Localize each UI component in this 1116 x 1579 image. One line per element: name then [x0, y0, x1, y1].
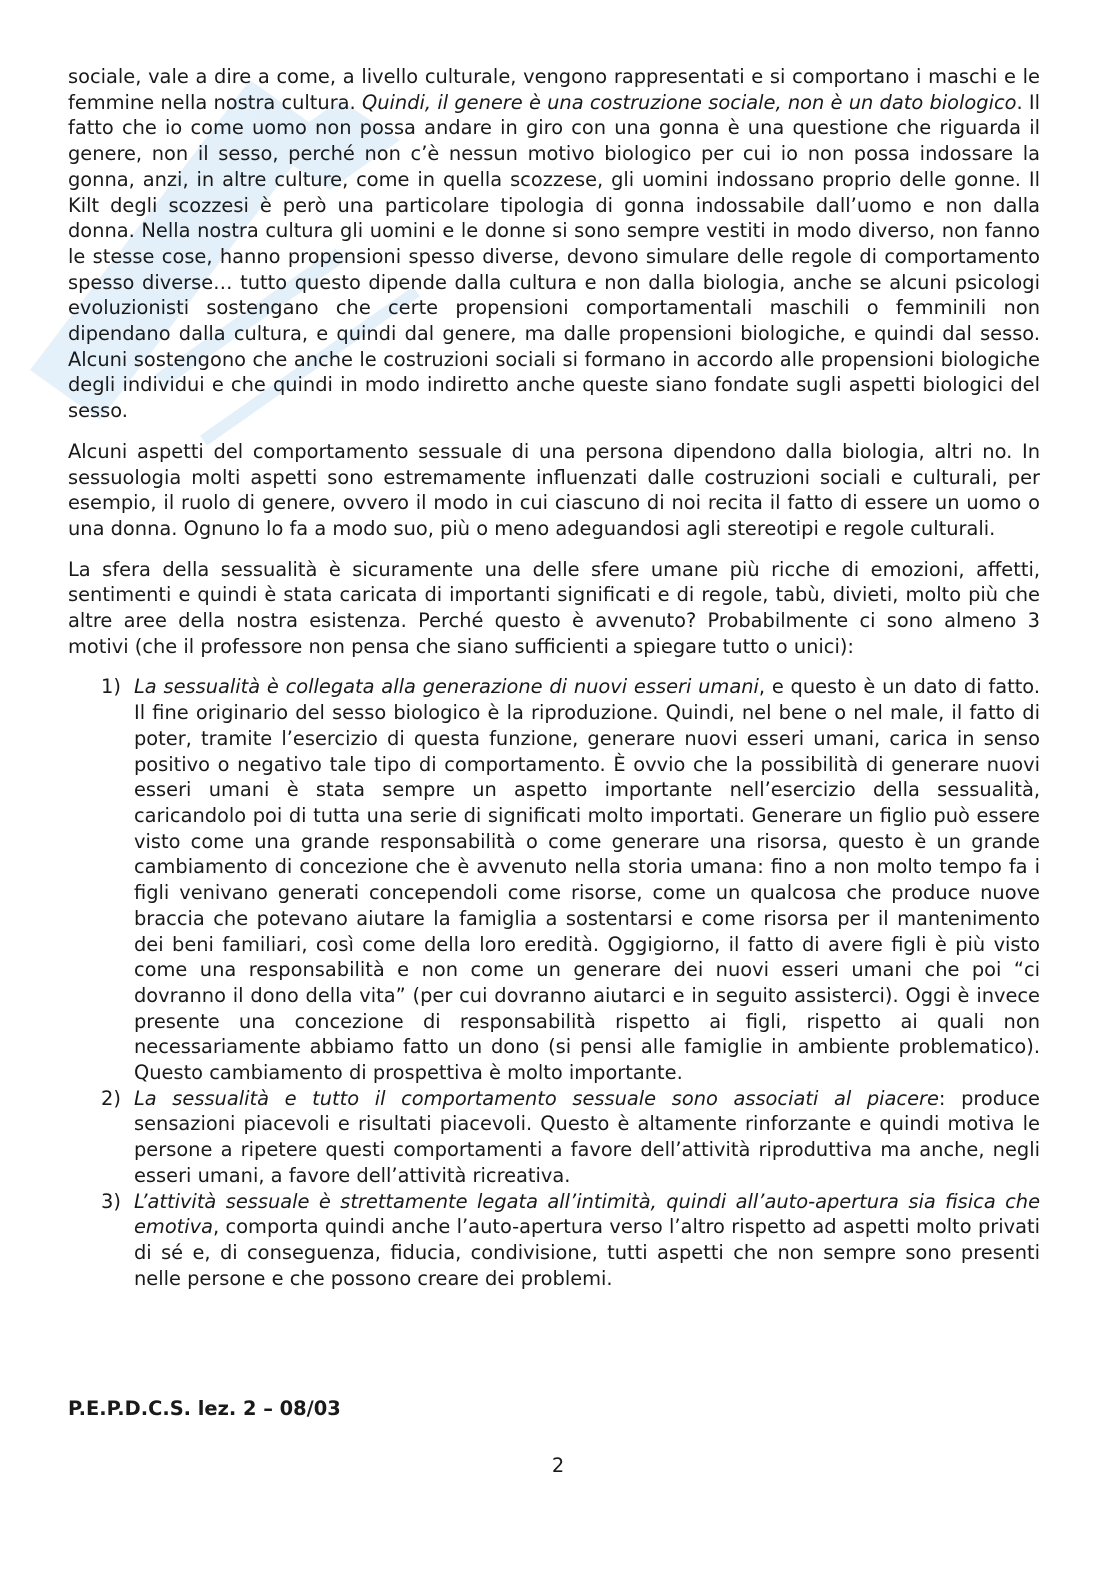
paragraph-gender-sex [68, 64, 1040, 424]
list-item-number: 2) [101, 1086, 121, 1110]
list-item [68, 674, 1040, 1085]
paragraph-text: . Il fatto che io come uomo non possa andare in giro con una gonna è una questione che riguarda il genere, non il sesso, perché non c’è nessun motivo biologico per cui io non possa indossare la gonna, anzi, in altre culture, come in quella scozzese, gli uomini indossano proprio delle gonne. Il Kilt degli scozzesi è però una particolare tipologia di gonna indossabile dall’uomo e non dalla donna. Nella nostra cultura gli uomini e le donne si sono sempre vestiti in modo diverso, non fanno le stesse cose, hanno propensioni spesso diverse, devono simulare delle regole di comportamento spesso diverse… tutto questo dipende dalla cultura e non dalla biologia, anche se alcuni psicologi evoluzionisti sostengano che certe propensioni comportamentali maschili o femminili non dipendano dalla cultura, e quindi dal genere, ma dalle propensioni biologiche, e quindi dal sesso. Alcuni sostengono che anche le costruzioni sociali si formano in accordo alle propensioni biologiche degli individui e che quindi in modo indiretto anche queste siano fondate sugli aspetti biologici del sesso. [68, 90, 1041, 423]
paragraph-sexual-behavior: Alcuni aspetti del comportamento sessuale di una persona dipendono dalla biologia, altri no. In sessuologia molti aspetti sono estremamente influenzati dalle costruzioni sociali e culturali, per esempio, il ruolo di genere, ovvero il modo in cui ciascuno di noi recita il fatto di essere un uomo o una donna. Ognuno lo fa a modo suo, più o meno adeguandosi agli stereotipi e regole culturali. [68, 439, 1040, 540]
list-item-italic: L’attività sessuale è strettamente legata all’intimità, quindi all’auto-apertura sia fisica che emotiva [134, 1189, 1040, 1239]
list-item-number: 1) [101, 675, 121, 699]
list-item-italic: La sessualità e tutto il comportamento sessuale sono associati al piacere [134, 1086, 939, 1110]
list-item [68, 1086, 1040, 1189]
list-item-italic: La sessualità è collegata alla generazione di nuovi esseri umani [134, 675, 759, 699]
list-item-text: , e questo è un dato di fatto. Il fine originario del sesso biologico è la riproduzione. Quindi, nel bene o nel male, il fatto di poter, tramite l’esercizio di questa funzione, generare nuovi esseri umani, carica in senso positivo o negativo tale tipo di comportamento. È ovvio che la possibilità di generare nuovi esseri umani è stata sempre un aspetto importante nell’esercizio della sessualità, caricandolo poi di tutta una serie di significati molto importati. Generare un figlio può essere visto come una grande responsabilità o come generare una risorsa, questo è un grande cambiamento di concezione che è avvenuto nella storia umana: fino a non molto tempo fa i figli venivano generati concependoli come risorse, come un qualcosa che produce nuove braccia che potevano aiutare la famiglia a sostentarsi e come risorsa per il mantenimento dei beni familiari, così come della loro eredità. Oggigiorno, il fatto di avere figli è più visto come una responsabilità e non come un generare dei nuovi esseri umani che poi “ci dovranno il dono della vita” (per cui dovranno aiutarci e in seguito assisterci). Oggi è invece presente una concezione di responsabilità rispetto ai figli, rispetto ai quali non necessariamente abbiamo fatto un dono (si pensi alle famiglie in ambiente problematico). Questo cambiamento di prospettiva è molto importante. [134, 675, 1040, 1085]
list-item-text: , comporta quindi anche l’auto-apertura verso l’altro rispetto ad aspetti molto privati di sé e, di conseguenza, fiducia, condivisione, tutti aspetti che non sempre sono presenti nelle persone e che possono creare dei problemi. [134, 1215, 1040, 1290]
list-item [68, 1189, 1040, 1292]
lecture-heading: P.E.P.D.C.S. lez. 2 – 08/03 [68, 1397, 341, 1420]
page-number: 2 [551, 1454, 565, 1477]
motives-list [68, 674, 1040, 1291]
paragraph-italic-text: Quindi, il genere è una costruzione sociale, non è un dato biologico [361, 90, 1017, 114]
document-body [68, 64, 1040, 1291]
list-item-number: 3) [101, 1189, 121, 1213]
paragraph-sexuality-sphere: La sfera della sessualità è sicuramente una delle sfere umane più ricche di emozioni, affetti, sentimenti e quindi è stata caricata di importanti significati e di regole, tabù, divieti, molto più che altre aree della nostra esistenza. Perché questo è avvenuto? Probabilmente ci sono almeno 3 motivi (che il professore non pensa che siano sufficienti a spiegare tutto o unici): [68, 557, 1040, 658]
paragraph-text: sociale, vale a dire a come, a livello culturale, vengono rappresentati e si comportano i maschi e le femmine nella nostra cultura. [68, 65, 1040, 114]
list-item-text: : produce sensazioni piacevoli e risultati piacevoli. Questo è altamente rinforzante e quindi motiva le persone a ripetere questi comportamenti a favore dell’attività riproduttiva ma anche, negli esseri umani, a favore dell’attività ricreativa. [134, 1086, 1040, 1187]
